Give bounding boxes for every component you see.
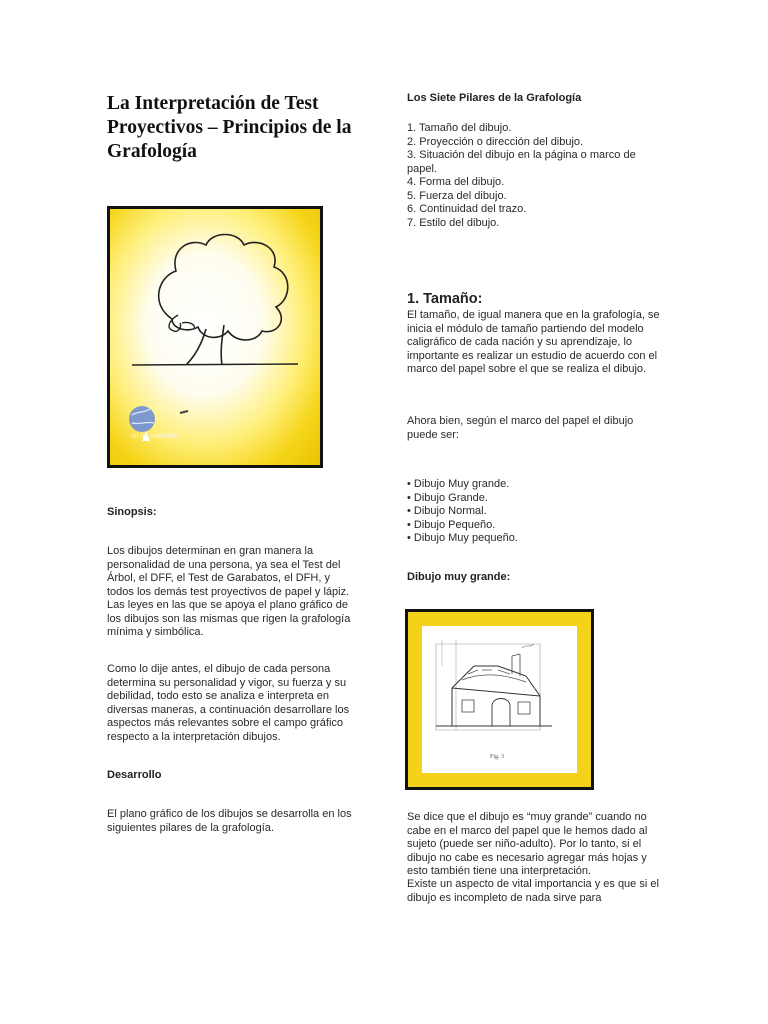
list-item: 6. Continuidad del trazo.: [407, 203, 527, 215]
sinopsis-paragraph-1: Los dibujos determinan en gran manera la personalidad de una persona, ya sea el Test del Árbol, el DFF, el Test de Garabatos, el DFH, y todos los demás test proyectivos de papel y lápiz. Las leyes en las que se apoya el plano gráfico de los dibujos son las mismas que rigen la grafología mínima y simbólica.: [107, 545, 351, 638]
globe-icon: [129, 406, 155, 432]
tree-sketch: [110, 209, 320, 465]
house-sketch: [422, 626, 577, 773]
figure-caption: Fig. 3: [490, 754, 505, 760]
house-drawing-image: [405, 609, 594, 790]
desarrollo-paragraph: El plano gráfico de los dibujos se desarrolla en los siguientes pilares de la grafología.: [107, 808, 352, 834]
sinopsis-heading: Sinopsis:: [107, 506, 157, 518]
pilares-heading: Los Siete Pilares de la Grafología: [407, 92, 582, 104]
list-item: 7. Estilo del dibujo.: [407, 216, 500, 229]
sinopsis-paragraph-2: Como lo dije antes, el dibujo de cada persona determina su personalidad y vigor, su fuerza y su debilidad, todo esto se analiza e interpreta en diversas maneras, a continuación desarrollare los aspectos más relevantes sobre el campo gráfico respecto a la interpretación dibujos.: [107, 663, 350, 743]
list-item: 4. Forma del dibujo.: [407, 176, 505, 188]
list-item: • Dibujo Normal.: [407, 505, 487, 517]
list-item: 1. Tamaño del dibujo.: [407, 122, 512, 134]
logo-text: el sicoasesor: [132, 431, 179, 440]
list-item: 2. Proyección o dirección del dibujo.: [407, 135, 584, 148]
muy-grande-heading: Dibujo muy grande:: [407, 571, 511, 583]
tree-drawing-image: [107, 206, 323, 468]
document-title: La Interpretación de Test Proyectivos – Principios de la Grafología: [107, 93, 352, 162]
tamano-paragraph-1: El tamaño, de igual manera que en la grafología, se inicia el módulo de tamaño partiendo del modelo caligráfico de cada nación y su aprendizaje, lo importante es realizar un estudio de acuerdo con el marco del papel sobre el que se realiza el dibujo.: [407, 309, 660, 375]
list-item: 5. Fuerza del dibujo.: [407, 189, 507, 202]
list-item: • Dibujo Grande.: [407, 491, 488, 504]
desarrollo-heading: Desarrollo: [107, 769, 162, 781]
tamano-heading: 1. Tamaño:: [407, 291, 483, 307]
list-item: • Dibujo Pequeño.: [407, 518, 496, 531]
muy-grande-paragraph-1: Se dice que el dibujo es “muy grande” cuando no cabe en el marco del papel que le hemos dado al sujeto (puede ser niño-adulto). Por lo tanto, si el dibujo no cabe es necesario agregar más hojas y esto también tiene una interpretación.: [407, 811, 648, 877]
list-item: • Dibujo Muy grande.: [407, 478, 510, 490]
pilares-list: [407, 122, 652, 230]
muy-grande-paragraph-2: Existe un aspecto de vital importancia y es que si el dibujo es incompleto de nada sirve para: [407, 878, 659, 904]
tamanos-list: [407, 478, 652, 546]
tamano-paragraph-2: Ahora bien, según el marco del papel el dibujo puede ser:: [407, 415, 634, 441]
list-item: 3. Situación del dibujo en la página o marco de papel.: [407, 149, 636, 175]
list-item: • Dibujo Muy pequeño.: [407, 532, 518, 544]
